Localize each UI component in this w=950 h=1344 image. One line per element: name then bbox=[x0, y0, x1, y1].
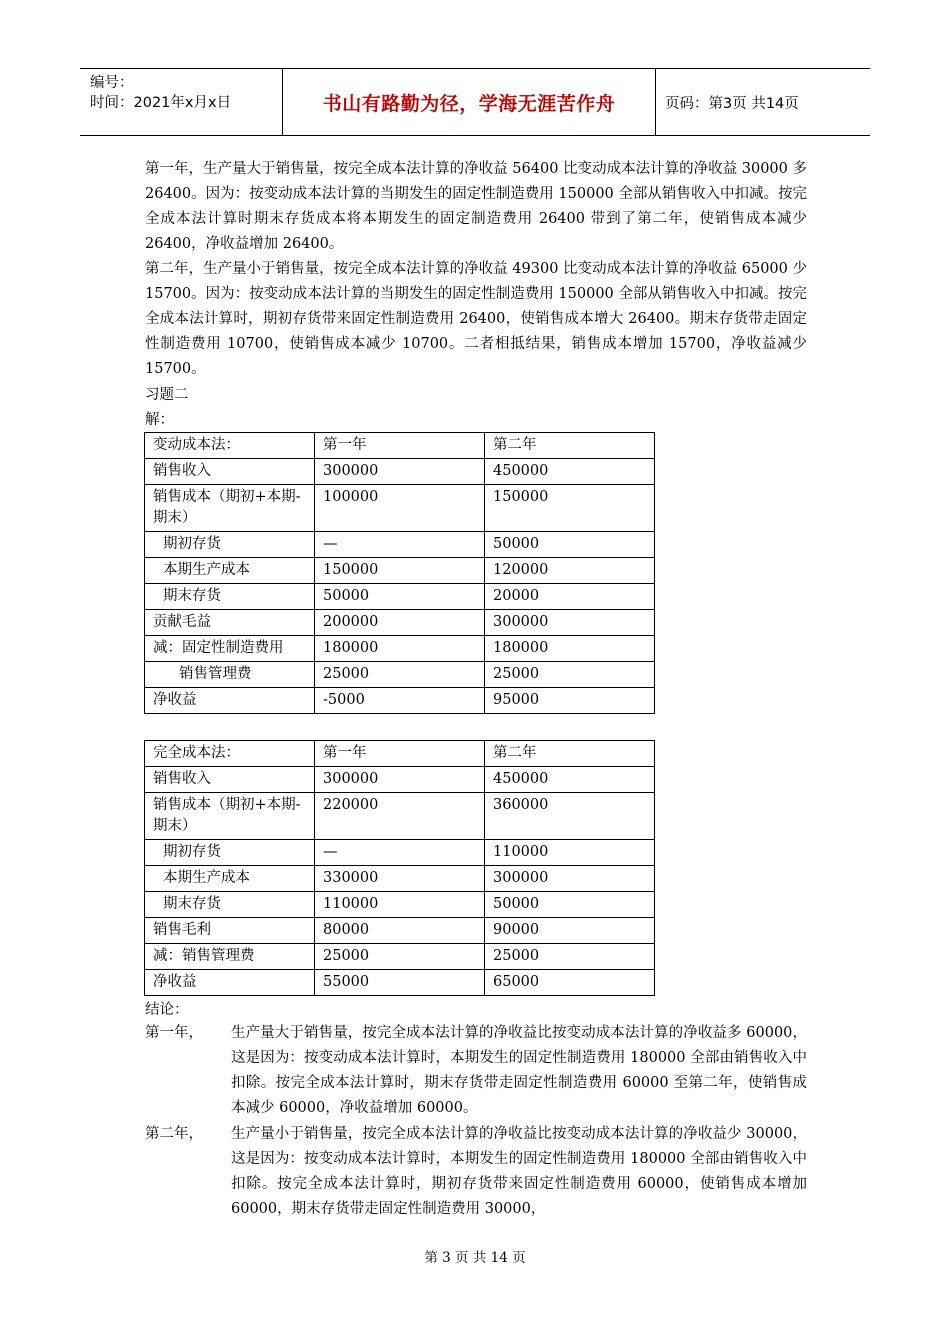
year-one-cell: 25000 bbox=[315, 662, 485, 688]
row-label-cell: 变动成本法： bbox=[145, 433, 315, 459]
year-two-cell: 25000 bbox=[485, 662, 655, 688]
year-one-cell: 300000 bbox=[315, 459, 485, 485]
row-label-cell: 销售成本（期初+本期-期末） bbox=[145, 485, 315, 532]
row-label-cell: 净收益 bbox=[145, 688, 315, 714]
row-label-cell: 贡献毛益 bbox=[145, 610, 315, 636]
year-one-cell: 80000 bbox=[315, 918, 485, 944]
row-label-cell: 期末存货 bbox=[145, 892, 315, 918]
table-row bbox=[145, 741, 655, 767]
year-two-cell: 25000 bbox=[485, 944, 655, 970]
table-row bbox=[145, 866, 655, 892]
row-label-cell: 销售收入 bbox=[145, 767, 315, 793]
table-row bbox=[145, 944, 655, 970]
document-date: 时间：2021年x月x日 bbox=[90, 95, 232, 111]
row-label-cell: 销售毛利 bbox=[145, 918, 315, 944]
document-code: 编号： bbox=[90, 75, 134, 91]
year-two-cell: 360000 bbox=[485, 793, 655, 840]
table-row bbox=[145, 892, 655, 918]
year-two-cell: 180000 bbox=[485, 636, 655, 662]
row-label-cell: 销售收入 bbox=[145, 459, 315, 485]
row-label-cell: 本期生产成本 bbox=[145, 866, 315, 892]
year-two-cell: 50000 bbox=[485, 532, 655, 558]
year-one-cell: 150000 bbox=[315, 558, 485, 584]
year-two-cell: 50000 bbox=[485, 892, 655, 918]
year-one-cell: 200000 bbox=[315, 610, 485, 636]
table-row bbox=[145, 459, 655, 485]
header-page-number: 页码：第3页 共14页 bbox=[665, 95, 799, 112]
table-row bbox=[145, 767, 655, 793]
row-label-cell: 净收益 bbox=[145, 970, 315, 996]
year-one-cell: 300000 bbox=[315, 767, 485, 793]
header-motto: 书山有路勤为径，学海无涯苦作舟 bbox=[282, 69, 656, 135]
paragraph-year-one: 第一年，生产量大于销售量，按完全成本法计算的净收益 56400 比变动成本法计算的净收益 30000 多 26400。因为：按变动成本法计算的当期发生的固定性制造费用 150000 全部从销售收入中扣减。按完全成本法计算时期末存货成本将本期发生的固定制造费用 26400 带到了第二年，使销售成本减少 26400，净收益增加 26400。 bbox=[145, 161, 807, 252]
year-two-cell: 450000 bbox=[485, 459, 655, 485]
year-one-cell: 220000 bbox=[315, 793, 485, 840]
conclusion-year-two-text: 生产量小于销售量，按完全成本法计算的净收益比按变动成本法计算的净收益少 30000，这是因为：按变动成本法计算时，本期发生的固定性制造费用 180000 全部由销售收入中扣除。按完全成本法计算时，期初存货带来固定性制造费用 60000，使销售成本增加 60000，期末存货带走固定性制造费用 30000， bbox=[231, 1126, 807, 1217]
year-one-cell: -5000 bbox=[315, 688, 485, 714]
conclusion-year-one-label: 第一年， bbox=[145, 1025, 203, 1041]
year-one-cell: 第一年 bbox=[315, 433, 485, 459]
page-footer: 第 3 页 共 14 页 bbox=[424, 1250, 526, 1266]
year-one-cell: 330000 bbox=[315, 866, 485, 892]
year-two-cell: 300000 bbox=[485, 866, 655, 892]
row-label-cell: 销售管理费 bbox=[145, 662, 315, 688]
year-two-cell: 300000 bbox=[485, 610, 655, 636]
year-two-cell: 120000 bbox=[485, 558, 655, 584]
year-one-cell: 50000 bbox=[315, 584, 485, 610]
year-one-cell: 110000 bbox=[315, 892, 485, 918]
year-two-cell: 第二年 bbox=[485, 741, 655, 767]
year-one-cell: — bbox=[315, 532, 485, 558]
year-one-cell: 180000 bbox=[315, 636, 485, 662]
conclusion-label: 结论： bbox=[145, 1002, 189, 1018]
row-label-cell: 完全成本法： bbox=[145, 741, 315, 767]
page-header bbox=[80, 68, 870, 136]
row-label-cell: 销售成本（期初+本期-期末） bbox=[145, 793, 315, 840]
row-label-cell: 期末存货 bbox=[145, 584, 315, 610]
row-label-cell: 减：销售管理费 bbox=[145, 944, 315, 970]
year-two-cell: 150000 bbox=[485, 485, 655, 532]
year-two-cell: 90000 bbox=[485, 918, 655, 944]
year-two-cell: 450000 bbox=[485, 767, 655, 793]
year-one-cell: — bbox=[315, 840, 485, 866]
table-row bbox=[145, 636, 655, 662]
row-label-cell: 本期生产成本 bbox=[145, 558, 315, 584]
table-row bbox=[145, 793, 655, 840]
paragraph-year-two: 第二年，生产量小于销售量，按完全成本法计算的净收益 49300 比变动成本法计算的净收益 65000 少 15700。因为：按变动成本法计算的当期发生的固定性制造费用 150000 全部从销售收入中扣减。按完全成本法计算时，期初存货带来固定性制造费用 26400，使销售成本增大 26400。期末存货带走固定性制造费用 10700，使销售成本减少 10700。二者相抵结果，销售成本增加 15700，净收益减少 15700。 bbox=[145, 261, 807, 377]
row-label-cell: 期初存货 bbox=[145, 532, 315, 558]
conclusion-year-two-label: 第二年， bbox=[145, 1126, 203, 1142]
year-two-cell: 95000 bbox=[485, 688, 655, 714]
year-one-cell: 第一年 bbox=[315, 741, 485, 767]
table-row bbox=[145, 433, 655, 459]
table-row bbox=[145, 840, 655, 866]
table-row bbox=[145, 558, 655, 584]
full-costing-table-body bbox=[145, 741, 655, 996]
variable-costing-table-body bbox=[145, 433, 655, 714]
table-row bbox=[145, 918, 655, 944]
year-two-cell: 20000 bbox=[485, 584, 655, 610]
table-row bbox=[145, 970, 655, 996]
year-two-cell: 65000 bbox=[485, 970, 655, 996]
variable-costing-table bbox=[144, 432, 655, 714]
table-row bbox=[145, 688, 655, 714]
year-one-cell: 25000 bbox=[315, 944, 485, 970]
table-row bbox=[145, 532, 655, 558]
year-one-cell: 100000 bbox=[315, 485, 485, 532]
table-row bbox=[145, 485, 655, 532]
solution-label: 解： bbox=[145, 412, 174, 428]
year-one-cell: 55000 bbox=[315, 970, 485, 996]
table-row bbox=[145, 610, 655, 636]
table-row bbox=[145, 584, 655, 610]
table-row bbox=[145, 662, 655, 688]
exercise-title: 习题二 bbox=[145, 387, 189, 403]
full-costing-table bbox=[144, 740, 655, 996]
row-label-cell: 减：固定性制造费用 bbox=[145, 636, 315, 662]
conclusion-year-one-text: 生产量大于销售量，按完全成本法计算的净收益比按变动成本法计算的净收益多 60000，这是因为：按变动成本法计算时，本期发生的固定性制造费用 180000 全部由销售收入中扣除。按完全成本法计算时，期末存货带走固定性制造费用 60000 至第二年，使销售成本减少 60000，净收益增加 60000。 bbox=[231, 1025, 807, 1116]
year-two-cell: 110000 bbox=[485, 840, 655, 866]
header-meta bbox=[80, 69, 282, 135]
row-label-cell: 期初存货 bbox=[145, 840, 315, 866]
year-two-cell: 第二年 bbox=[485, 433, 655, 459]
